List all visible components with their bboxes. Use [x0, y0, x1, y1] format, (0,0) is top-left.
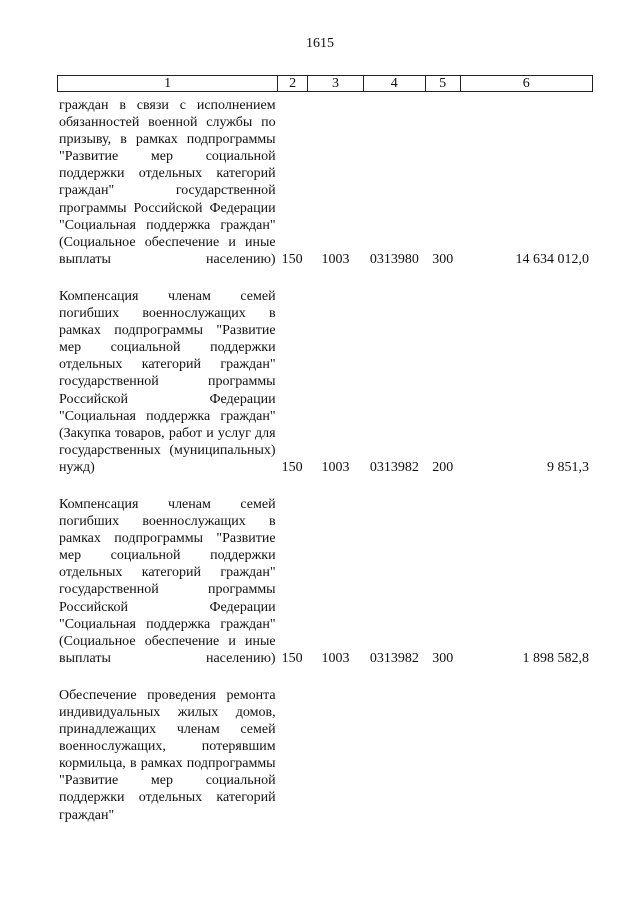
row-amount: 9 851,3 [547, 459, 589, 475]
row-code-expense-type: 300 [432, 650, 454, 666]
row-code-target: 0313980 [369, 251, 419, 267]
row-code-admin: 150 [281, 650, 303, 666]
row-code-section: 1003 [321, 650, 350, 666]
row-code-target: 0313982 [369, 459, 419, 475]
table-row [57, 687, 593, 824]
table-row [57, 288, 593, 476]
row-code-section: 1003 [321, 459, 350, 475]
table-row [57, 496, 593, 667]
row-amount: 1 898 582,8 [522, 650, 589, 666]
row-description: граждан в связи с исполнением обязанностей военной службы по призыву, в рамках подпрограммы "Развитие мер социальной поддержки отдельных категорий граждан" государственной программы Российской Федерации "Социальная поддержка граждан" (Социальное обеспечение и иные выплаты населению) [59, 98, 276, 267]
row-code-target: 0313982 [369, 650, 419, 666]
row-code-section: 1003 [321, 251, 350, 267]
row-description: Компенсация членам семей погибших военнослужащих в рамках подпрограммы "Развитие мер социальной поддержки отдельных категорий граждан" государственной программы Российской Федерации "Социальная поддержка граждан" (Закупка товаров, работ и услуг для государственных (муниципальных) нужд) [59, 288, 276, 475]
row-description: Обеспечение проведения ремонта индивидуальных жилых домов, принадлежащих членам семей военнослужащих, потерявшим кормильца, в рамках подпрограммы "Развитие мер социальной поддержки отдельных категорий граждан" [59, 687, 276, 823]
row-code-expense-type: 200 [432, 459, 454, 475]
row-code-admin: 150 [281, 251, 303, 267]
column-header-5: 5 [425, 76, 460, 91]
column-header-6: 6 [460, 76, 593, 91]
column-header-1: 1 [164, 76, 172, 91]
column-header-2: 2 [277, 76, 307, 91]
table-row [57, 97, 593, 268]
row-amount: 14 634 012,0 [515, 251, 589, 267]
column-header-4: 4 [363, 76, 425, 91]
page-number: 1615 [306, 36, 334, 51]
budget-table [57, 75, 593, 844]
row-code-admin: 150 [281, 459, 303, 475]
column-header-3: 3 [307, 76, 363, 91]
row-description: Компенсация членам семей погибших военнослужащих в рамках подпрограммы "Развитие мер социальной поддержки отдельных категорий граждан" государственной программы Российской Федерации "Социальная поддержка граждан" (Социальное обеспечение и иные выплаты населению) [59, 496, 276, 666]
table-header-row [57, 75, 593, 92]
row-code-expense-type: 300 [432, 251, 454, 267]
